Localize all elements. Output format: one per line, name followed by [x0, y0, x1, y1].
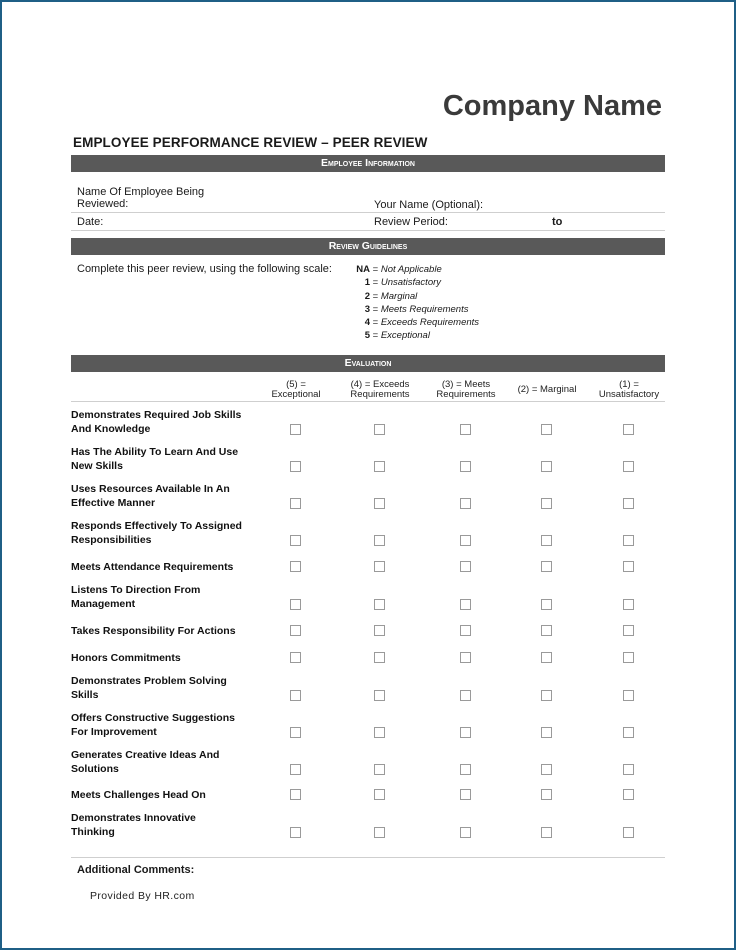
rating-checkbox[interactable]: [623, 498, 634, 509]
criteria-label: [71, 560, 261, 574]
your-name-label: Your Name (Optional):: [374, 199, 484, 211]
scale-key: 5: [364, 330, 370, 342]
rating-checkbox[interactable]: [290, 625, 301, 636]
rating-checkbox[interactable]: [623, 599, 634, 610]
rating-checkbox[interactable]: [290, 764, 301, 775]
criteria-label-line: Effective Manner: [71, 497, 156, 509]
criteria-label-line: Meets Attendance Requirements: [71, 561, 234, 573]
rating-checkbox[interactable]: [623, 561, 634, 572]
section-header-employee-information: Employee Information: [71, 155, 665, 172]
rating-checkbox[interactable]: [290, 827, 301, 838]
section-header-evaluation: Evaluation: [71, 355, 665, 372]
rating-checkbox[interactable]: [623, 827, 634, 838]
additional-comments-label: Additional Comments:: [77, 864, 195, 876]
scale-item: [355, 263, 479, 276]
criteria-label-line: Responds Effectively To Assigned: [71, 520, 242, 532]
criteria-label: [71, 651, 261, 665]
criteria-label-line: Management: [71, 598, 136, 610]
company-name: Company Name: [442, 90, 662, 122]
rating-checkbox[interactable]: [290, 652, 301, 663]
criteria-label-line: Generates Creative Ideas And: [71, 749, 220, 761]
scale-item: [355, 329, 479, 342]
rating-checkbox[interactable]: [374, 498, 385, 509]
criteria-label-line: Demonstrates Required Job Skills: [71, 409, 242, 421]
criteria-label-line: Meets Challenges Head On: [71, 789, 206, 801]
scale-key: 2: [364, 290, 370, 302]
rating-checkbox[interactable]: [623, 461, 634, 472]
rating-checkbox[interactable]: [290, 789, 301, 800]
rating-checkbox[interactable]: [623, 727, 634, 738]
scale-item: [355, 303, 479, 316]
rating-checkbox[interactable]: [623, 652, 634, 663]
rating-checkbox[interactable]: [623, 764, 634, 775]
rating-checkbox[interactable]: [541, 764, 552, 775]
criteria-label-line: Demonstrates Innovative: [71, 812, 196, 824]
rating-checkbox[interactable]: [541, 461, 552, 472]
scale-key: 3: [364, 303, 370, 315]
rating-checkbox[interactable]: [374, 599, 385, 610]
criteria-label-line: For Improvement: [71, 726, 157, 738]
rating-checkbox[interactable]: [290, 561, 301, 572]
criteria-label: [71, 583, 261, 611]
rating-checkbox[interactable]: [374, 424, 385, 435]
criteria-label-line: Skills: [71, 689, 99, 701]
rating-checkbox[interactable]: [290, 599, 301, 610]
rating-checkbox[interactable]: [460, 690, 471, 701]
criteria-label-line: Has The Ability To Learn And Use: [71, 446, 239, 458]
scale-description: Meets Requirements: [380, 303, 469, 315]
rating-checkbox[interactable]: [374, 652, 385, 663]
criteria-label-line: Uses Resources Available In An: [71, 483, 230, 495]
rating-checkbox[interactable]: [623, 625, 634, 636]
divider: [71, 230, 665, 231]
criteria-label: [71, 624, 261, 638]
rating-checkbox[interactable]: [374, 461, 385, 472]
divider: [71, 212, 665, 213]
scale-equals: =: [370, 290, 381, 302]
rating-checkbox[interactable]: [541, 690, 552, 701]
scale-item: [355, 316, 479, 329]
criteria-label-line: And Knowledge: [71, 423, 151, 435]
footer-credit: Provided By HR.com: [90, 890, 195, 902]
rating-checkbox[interactable]: [374, 690, 385, 701]
rating-checkbox[interactable]: [460, 561, 471, 572]
criteria-label: [71, 408, 261, 436]
rating-checkbox[interactable]: [290, 535, 301, 546]
rating-checkbox[interactable]: [541, 498, 552, 509]
rating-checkbox[interactable]: [541, 789, 552, 800]
scale-item: [355, 276, 479, 289]
criteria-label: [71, 519, 261, 547]
criteria-label-line: Takes Responsibility For Actions: [71, 625, 236, 637]
rating-checkbox[interactable]: [460, 625, 471, 636]
rating-checkbox[interactable]: [290, 424, 301, 435]
rating-checkbox[interactable]: [541, 599, 552, 610]
employee-name-label: Name Of Employee Being Reviewed:: [77, 186, 205, 210]
rating-scale-legend: [355, 263, 479, 343]
rating-checkbox[interactable]: [623, 690, 634, 701]
rating-column-header-line: Exceptional: [271, 388, 321, 400]
rating-checkbox[interactable]: [290, 727, 301, 738]
criteria-label-line: Offers Constructive Suggestions: [71, 712, 235, 724]
rating-checkbox[interactable]: [541, 625, 552, 636]
section-header-review-guidelines: Review Guidelines: [71, 238, 665, 255]
scale-equals: =: [370, 264, 381, 275]
criteria-label-line: Responsibilities: [71, 534, 152, 546]
rating-checkbox[interactable]: [541, 535, 552, 546]
rating-checkbox[interactable]: [460, 827, 471, 838]
rating-checkbox[interactable]: [374, 727, 385, 738]
scale-description: Unsatisfactory: [380, 277, 442, 289]
criteria-label-line: Demonstrates Problem Solving: [71, 675, 227, 687]
divider: [71, 401, 665, 402]
rating-checkbox[interactable]: [460, 789, 471, 800]
rating-checkbox[interactable]: [374, 625, 385, 636]
rating-column-header: [330, 380, 430, 399]
rating-checkbox[interactable]: [374, 827, 385, 838]
rating-checkbox[interactable]: [623, 789, 634, 800]
criteria-label-line: Listens To Direction From: [71, 584, 201, 596]
rating-checkbox[interactable]: [290, 690, 301, 701]
rating-checkbox[interactable]: [460, 461, 471, 472]
rating-checkbox[interactable]: [541, 424, 552, 435]
rating-checkbox[interactable]: [374, 535, 385, 546]
criteria-label: [71, 748, 261, 776]
scale-equals: =: [370, 277, 381, 289]
scale-description: Marginal: [380, 290, 418, 302]
rating-checkbox[interactable]: [541, 827, 552, 838]
scale-key: NA: [356, 264, 370, 275]
scale-key: 1: [364, 277, 370, 289]
rating-checkbox[interactable]: [541, 727, 552, 738]
rating-column-header-line: (2) = Marginal: [517, 384, 577, 395]
criteria-label: [71, 788, 261, 802]
divider: [71, 857, 665, 858]
criteria-label: [71, 674, 261, 702]
rating-checkbox[interactable]: [290, 461, 301, 472]
date-label: Date:: [77, 216, 104, 228]
scale-equals: =: [370, 303, 381, 315]
criteria-label-line: Solutions: [71, 763, 119, 775]
criteria-label: [71, 445, 261, 473]
rating-checkbox[interactable]: [541, 561, 552, 572]
scale-description: Exceeds Requirements: [380, 317, 480, 329]
review-period-to-label: to: [552, 216, 563, 228]
scale-item: [355, 290, 479, 303]
rating-checkbox[interactable]: [374, 561, 385, 572]
guidelines-intro: Complete this peer review, using the following scale:: [77, 263, 332, 275]
scale-description: Not Applicable: [380, 264, 442, 275]
criteria-label-line: Honors Commitments: [71, 652, 181, 664]
criteria-label-line: New Skills: [71, 460, 123, 472]
criteria-label-line: Thinking: [71, 826, 115, 838]
scale-key: 4: [364, 317, 370, 329]
rating-checkbox[interactable]: [460, 599, 471, 610]
rating-checkbox[interactable]: [460, 424, 471, 435]
rating-column-header-line: (3) = Meets: [441, 379, 491, 390]
rating-column-header-line: Unsatisfactory: [598, 388, 660, 400]
rating-checkbox[interactable]: [460, 764, 471, 775]
rating-column-header-line: (1) =: [619, 379, 639, 390]
rating-checkbox[interactable]: [541, 652, 552, 663]
rating-checkbox[interactable]: [290, 498, 301, 509]
rating-checkbox[interactable]: [460, 727, 471, 738]
review-period-label: Review Period:: [374, 216, 448, 228]
rating-checkbox[interactable]: [460, 498, 471, 509]
criteria-label: [71, 811, 261, 839]
rating-column-header: [579, 380, 679, 399]
criteria-label: [71, 711, 261, 739]
rating-checkbox[interactable]: [374, 764, 385, 775]
document-title: EMPLOYEE PERFORMANCE REVIEW – PEER REVIEW: [73, 135, 428, 150]
rating-checkbox[interactable]: [623, 424, 634, 435]
rating-column-header-line: (4) = Exceeds: [350, 379, 410, 390]
rating-checkbox[interactable]: [460, 652, 471, 663]
rating-checkbox[interactable]: [460, 535, 471, 546]
rating-checkbox[interactable]: [623, 535, 634, 546]
rating-column-header-line: Requirements: [350, 388, 410, 400]
rating-checkbox[interactable]: [374, 789, 385, 800]
scale-description: Exceptional: [380, 330, 430, 342]
rating-column-header-line: Requirements: [436, 388, 496, 400]
scale-equals: =: [370, 330, 381, 342]
scale-equals: =: [370, 317, 381, 329]
criteria-label: [71, 482, 261, 510]
rating-column-header-line: (5) =: [286, 379, 306, 390]
